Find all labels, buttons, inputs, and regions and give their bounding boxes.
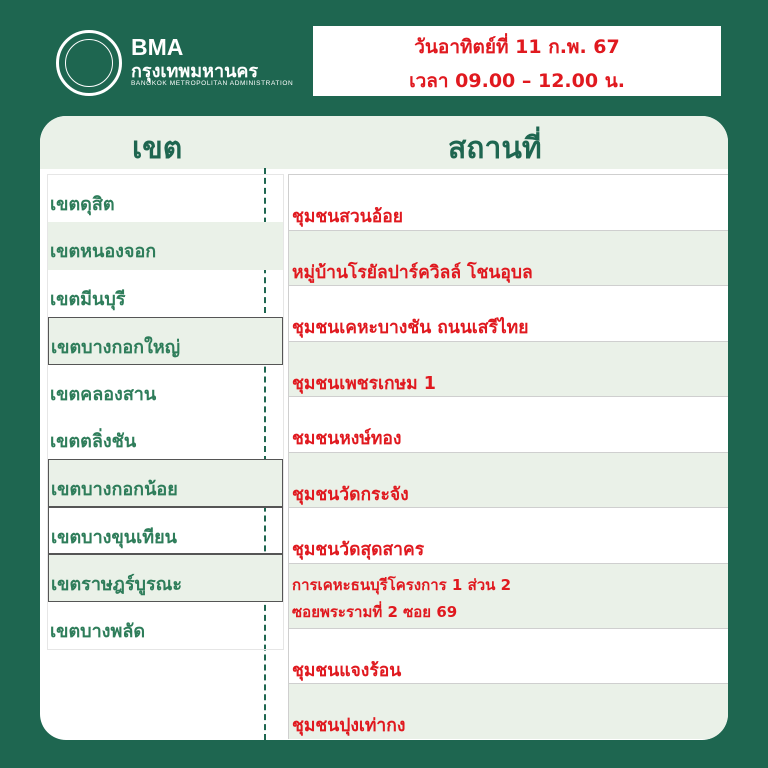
- place-label-line1: การเคหะธนบุรีโครงการ 1 ส่วน 2: [292, 575, 512, 594]
- district-row: [48, 602, 283, 649]
- schedule-date: วันอาทิตย์ที่ 11 ก.พ. 67: [414, 36, 620, 58]
- schedule-box: [313, 26, 721, 96]
- place-header: สถานที่: [448, 131, 542, 166]
- brand-english-name: BANGKOK METROPOLITAN ADMINISTRATION: [131, 80, 294, 87]
- place-column: [288, 174, 728, 739]
- place-row: [288, 452, 728, 508]
- district-row: [48, 365, 283, 412]
- schedule-time: เวลา 09.00 – 12.00 น.: [409, 70, 625, 92]
- district-row: [48, 270, 283, 317]
- district-column: [47, 174, 284, 650]
- place-row: [288, 285, 728, 341]
- district-row: [48, 459, 283, 506]
- place-label: ชุมชนแจงร้อน: [292, 660, 402, 681]
- district-row: [48, 317, 283, 364]
- district-label: เขตตลิ่งชัน: [50, 430, 137, 452]
- place-row: [288, 628, 728, 684]
- district-label: เขตคลองสาน: [50, 383, 157, 405]
- place-row: [288, 683, 728, 739]
- place-label: ชุมชนสวนอ้อย: [292, 207, 403, 227]
- place-label: ชุมชนปุงเท่ากง: [292, 716, 406, 736]
- place-row: [288, 174, 728, 230]
- bma-emblem-icon: [65, 39, 113, 87]
- schedule-table: [40, 116, 728, 740]
- district-row: [48, 554, 283, 601]
- district-label: เขตดุสิต: [50, 194, 115, 215]
- brand-title: BMA: [131, 34, 184, 60]
- place-row: [288, 396, 728, 452]
- district-header: เขต: [132, 131, 183, 166]
- district-label: เขตราษฎร์บูรณะ: [51, 574, 183, 596]
- place-label-line2: ซอยพระรามที่ 2 ซอย 69: [292, 602, 458, 621]
- district-label: เขตหนองจอก: [50, 241, 157, 263]
- district-row: [48, 175, 283, 222]
- district-row: [48, 412, 283, 459]
- place-row: [288, 507, 728, 563]
- place-label: หมู่บ้านโรยัลปาร์ควิลล์ โชนอุบล: [292, 262, 533, 283]
- place-label: ชมชนหงษ์ทอง: [292, 429, 402, 449]
- table-header: [40, 116, 728, 169]
- district-row: [48, 507, 283, 554]
- place-label: ชุมชนวัดกระจัง: [292, 484, 409, 505]
- place-row: [288, 563, 728, 628]
- district-label: เขตบางกอกใหญ่: [51, 337, 181, 359]
- brand-thai-name: กรุงเทพมหานคร: [131, 61, 259, 82]
- district-label: เขตบางพลัด: [50, 620, 146, 642]
- place-label: ชุมชนเพชรเกษม 1: [292, 373, 436, 394]
- bma-logo: [56, 30, 122, 96]
- district-label: เขตบางขุนเทียน: [51, 526, 177, 548]
- place-label: ชุมชนเคหะบางชัน ถนนเสรีไทย: [292, 318, 529, 338]
- district-row: [48, 222, 283, 269]
- place-row: [288, 341, 728, 397]
- place-row: [288, 230, 728, 286]
- district-label: เขตบางกอกน้อย: [51, 479, 178, 501]
- place-label: ชุมชนวัดสุดสาคร: [292, 540, 425, 560]
- district-label: เขตมีนบุรี: [50, 288, 126, 310]
